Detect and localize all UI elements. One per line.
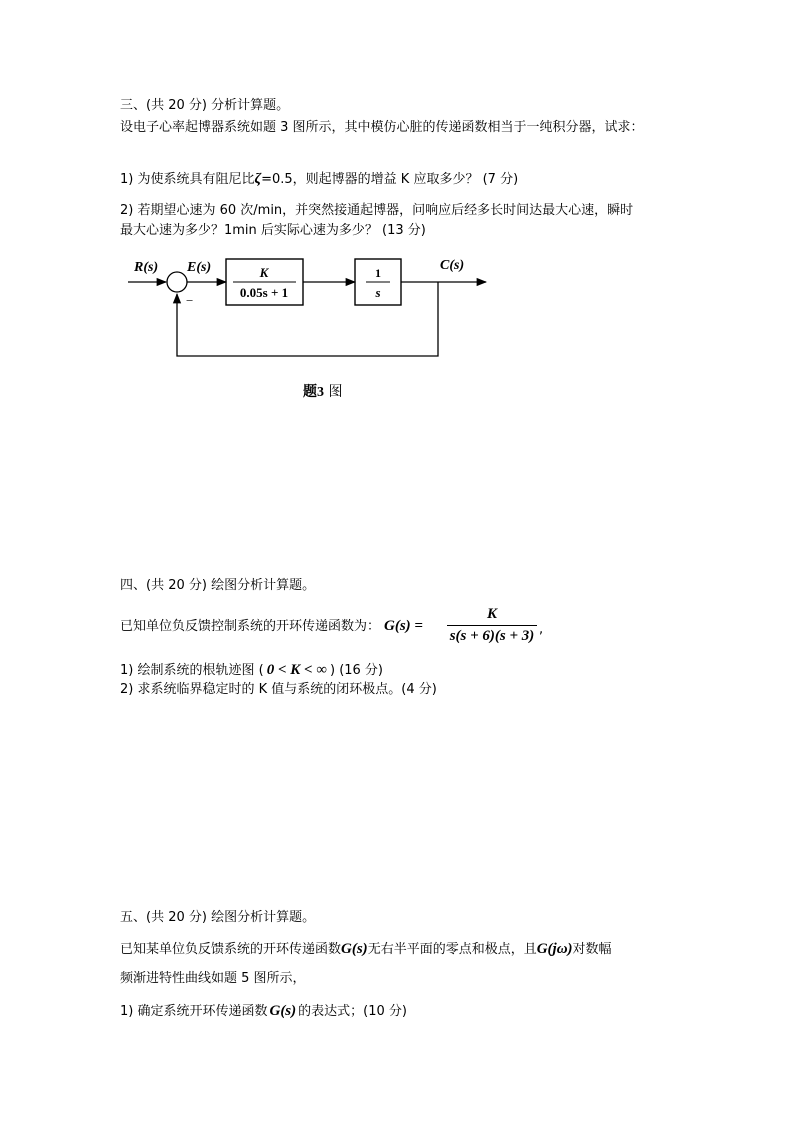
summing-junction — [167, 272, 187, 292]
integrator-block — [355, 259, 401, 305]
s5-g-of-s: G(s) — [341, 941, 368, 957]
caption-text: 图 — [328, 384, 343, 400]
section3-question1 — [120, 170, 518, 190]
figure3-caption — [303, 381, 342, 401]
section3-question2-line2: 最大心速为多少？1min 后实际心速为多少？ (13 分) — [120, 223, 426, 238]
section5-line2: 频渐进特性曲线如题 5 图所示， — [120, 971, 306, 986]
section4-question1 — [120, 661, 383, 681]
section5-line1 — [120, 940, 612, 960]
gain-range: 0 < K < ∞ — [266, 662, 327, 678]
q1-prefix: 1) 为使系统具有阻尼比 — [120, 172, 255, 187]
section5-heading: 五、(共 20 分) 绘图分析计算题。 — [120, 910, 316, 925]
s5-line1-c: 对数幅 — [572, 942, 612, 957]
transfer-function-fraction — [447, 605, 537, 645]
transfer-function-numerator: K — [486, 606, 497, 622]
s5-line1-b: 无右半平面的零点和极点，且 — [367, 942, 537, 957]
section5-question1 — [120, 1002, 407, 1022]
section3-heading: 三、(共 20 分) 分析计算题。 — [120, 98, 290, 113]
s5-line1-a: 已知某单位负反馈系统的开环传递函数 — [120, 942, 342, 957]
s5-q1-g-of-s: G(s) — [269, 1003, 297, 1019]
section4-intro-text: 已知单位负反馈控制系统的开环传递函数为： — [120, 619, 381, 634]
feedback-path — [177, 282, 438, 356]
q1-suffix: =0.5，则起博器的增益 K 应取多少？ (7 分) — [261, 172, 519, 187]
s5-q1-b: 的表达式；(10 分) — [298, 1004, 407, 1019]
transfer-function-denominator: s(s + 6)(s + 3) — [449, 628, 535, 644]
controller-numerator: K — [259, 265, 269, 280]
minus-sign: − — [186, 293, 194, 308]
s5-g-of-jw: G(jω) — [536, 941, 573, 957]
section4-intro — [120, 617, 423, 637]
fraction-bar — [447, 625, 537, 626]
section4-heading: 四、(共 20 分) 绘图分析计算题。 — [120, 578, 316, 593]
error-label: E(s) — [187, 260, 212, 275]
controller-denominator: 0.05s + 1 — [239, 285, 289, 300]
section3-intro: 设电子心率起博器系统如题 3 图所示，其中模仿心脏的传递函数相当于一纯积分器，试求： — [120, 120, 644, 135]
section3-question2-line1: 2) 若期望心速为 60 次/min，并突然接通起博器，问响应后经多长时间达最大心速，瞬时 — [120, 203, 634, 218]
integrator-numerator: 1 — [375, 266, 381, 280]
transfer-function-comma: , — [539, 622, 544, 637]
controller-block — [226, 259, 303, 305]
caption-number: 题3 — [303, 385, 324, 400]
s4-q1-suffix: ) (16 分) — [329, 663, 384, 678]
input-label: R(s) — [134, 260, 159, 275]
s5-q1-a: 1) 确定系统开环传递函数 — [120, 1004, 268, 1019]
output-label: C(s) — [440, 258, 465, 273]
s4-q1-prefix: 1) 绘制系统的根轨迹图 ( — [120, 663, 264, 678]
zeta-symbol: ζ — [254, 171, 262, 187]
integrator-denominator: s — [375, 285, 381, 300]
section4-question2: 2) 求系统临界稳定时的 K 值与系统的闭环极点。(4 分) — [120, 682, 437, 697]
transfer-function-lhs: G(s) = — [384, 618, 423, 634]
